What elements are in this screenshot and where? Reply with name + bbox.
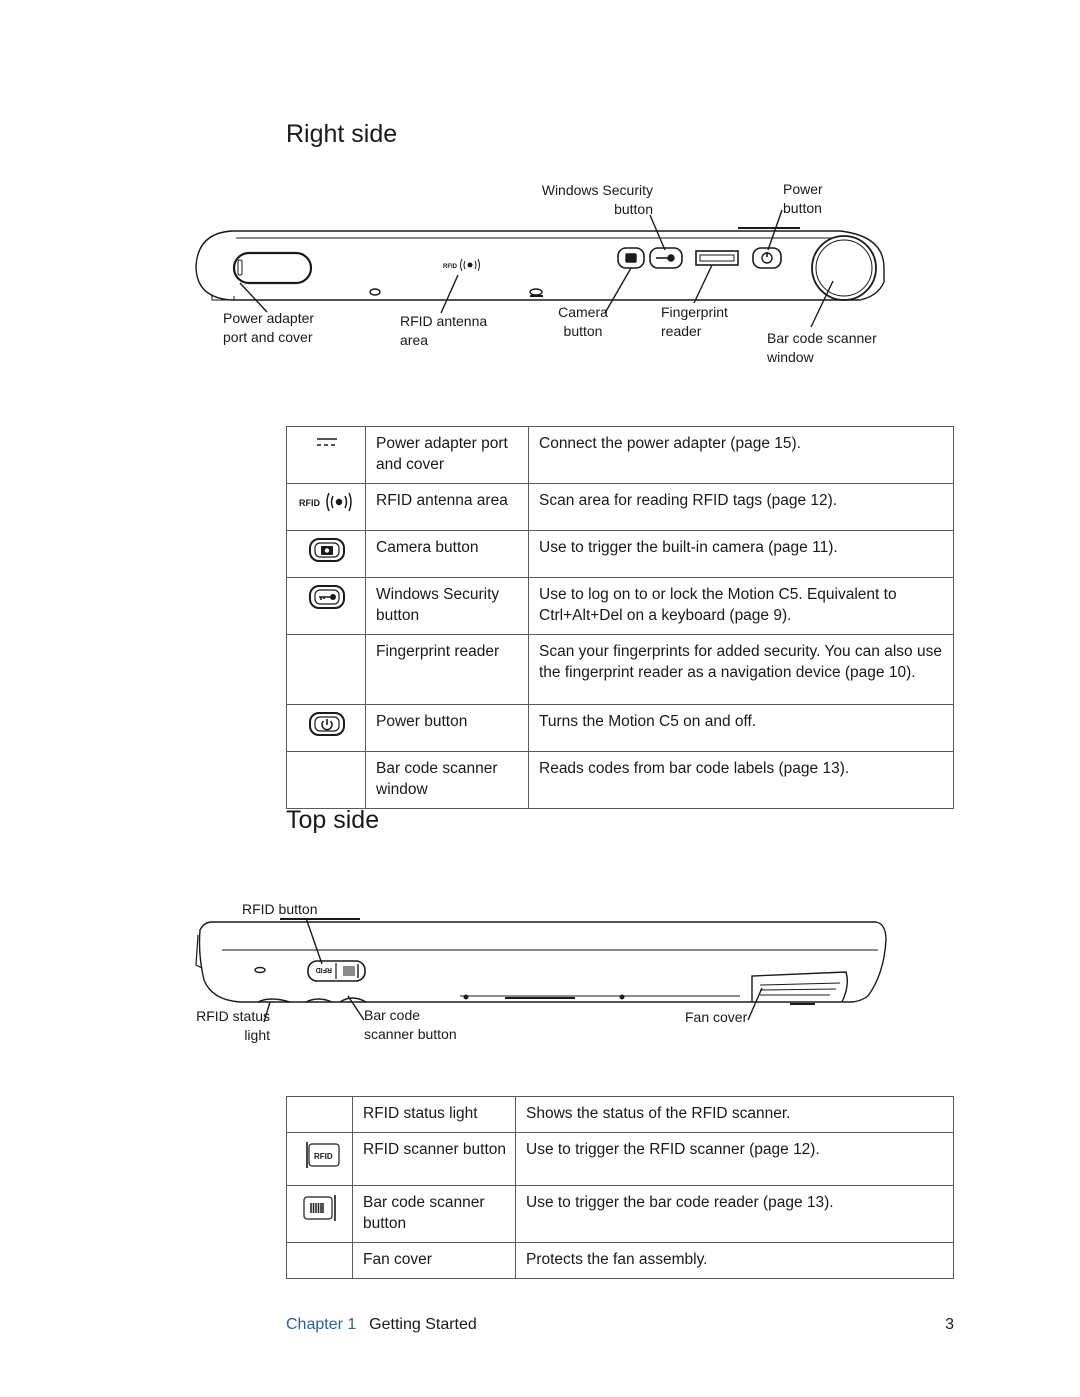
table-row [287, 1243, 954, 1279]
callout-rfid-antenna: RFID antenna area [400, 313, 488, 348]
feature-description: Use to trigger the RFID scanner (page 12). [516, 1133, 954, 1186]
table-row [287, 1097, 954, 1133]
feature-description: Scan area for reading RFID tags (page 12). [529, 484, 954, 531]
callout-barcode-button: Bar code scanner button [364, 1007, 457, 1042]
table-row [287, 1133, 954, 1186]
feature-name: RFID scanner button [353, 1133, 516, 1186]
svg-text:RFID: RFID [299, 498, 320, 508]
table-row [287, 1186, 954, 1243]
feature-description: Connect the power adapter (page 15). [529, 427, 954, 484]
svg-text:RFID: RFID [313, 1152, 333, 1161]
feature-description: Shows the status of the RFID scanner. [516, 1097, 954, 1133]
callout-power-adapter: Power adapter port and cover [223, 310, 315, 345]
feature-description: Use to trigger the built-in camera (page 11). [529, 531, 954, 578]
device-rfid-text: RFID [443, 264, 457, 270]
chapter-label: Chapter 1 [286, 1316, 357, 1333]
top-side-features-table [286, 1096, 954, 1279]
feature-description: Use to log on to or lock the Motion C5. Equivalent to Ctrl+Alt+Del on a keyboard (page 9). [529, 578, 954, 635]
callout-windows-security: Windows Security button [541, 182, 653, 217]
callout-barcode-window: Bar code scanner window [767, 330, 877, 365]
feature-name: Fingerprint reader [366, 635, 529, 705]
feature-description: Use to trigger the bar code reader (page 13). [516, 1186, 954, 1243]
feature-name: Power button [366, 705, 529, 752]
barcode-scanner-button-icon [301, 1192, 341, 1224]
feature-name: Bar code scanner window [366, 752, 529, 809]
feature-name: Power adapter port and cover [366, 427, 529, 484]
feature-name: Camera button [366, 531, 529, 578]
feature-description: Reads codes from bar code labels (page 13). [529, 752, 954, 809]
callout-power: Power button [783, 181, 823, 216]
callout-camera: Camera button [558, 304, 608, 339]
section-title-top-side: Top side [286, 806, 380, 834]
callout-rfid-button: RFID button [242, 901, 318, 917]
callout-rfid-status: RFID status light [196, 1008, 270, 1043]
feature-description: Scan your fingerprints for added security. You can also use the fingerprint reader as a navigation device (page 10). [529, 635, 954, 705]
callout-fan-cover: Fan cover [685, 1009, 748, 1025]
chapter-title: Getting Started [369, 1316, 477, 1333]
feature-name: RFID status light [353, 1097, 516, 1133]
callout-fingerprint: Fingerprint reader [661, 304, 728, 339]
section-title-right-side: Right side [286, 120, 398, 148]
feature-name: Windows Security button [366, 578, 529, 635]
feature-name: RFID antenna area [366, 484, 529, 531]
feature-name: Fan cover [353, 1243, 516, 1279]
page-number: 3 [945, 1316, 954, 1333]
feature-name: Bar code scanner button [353, 1186, 516, 1243]
feature-description: Turns the Motion C5 on and off. [529, 705, 954, 752]
footer-chapter [286, 1316, 477, 1334]
device-rfid-text: RFID [315, 966, 332, 973]
rfid-scanner-button-icon [301, 1139, 341, 1171]
feature-description: Protects the fan assembly. [516, 1243, 954, 1279]
